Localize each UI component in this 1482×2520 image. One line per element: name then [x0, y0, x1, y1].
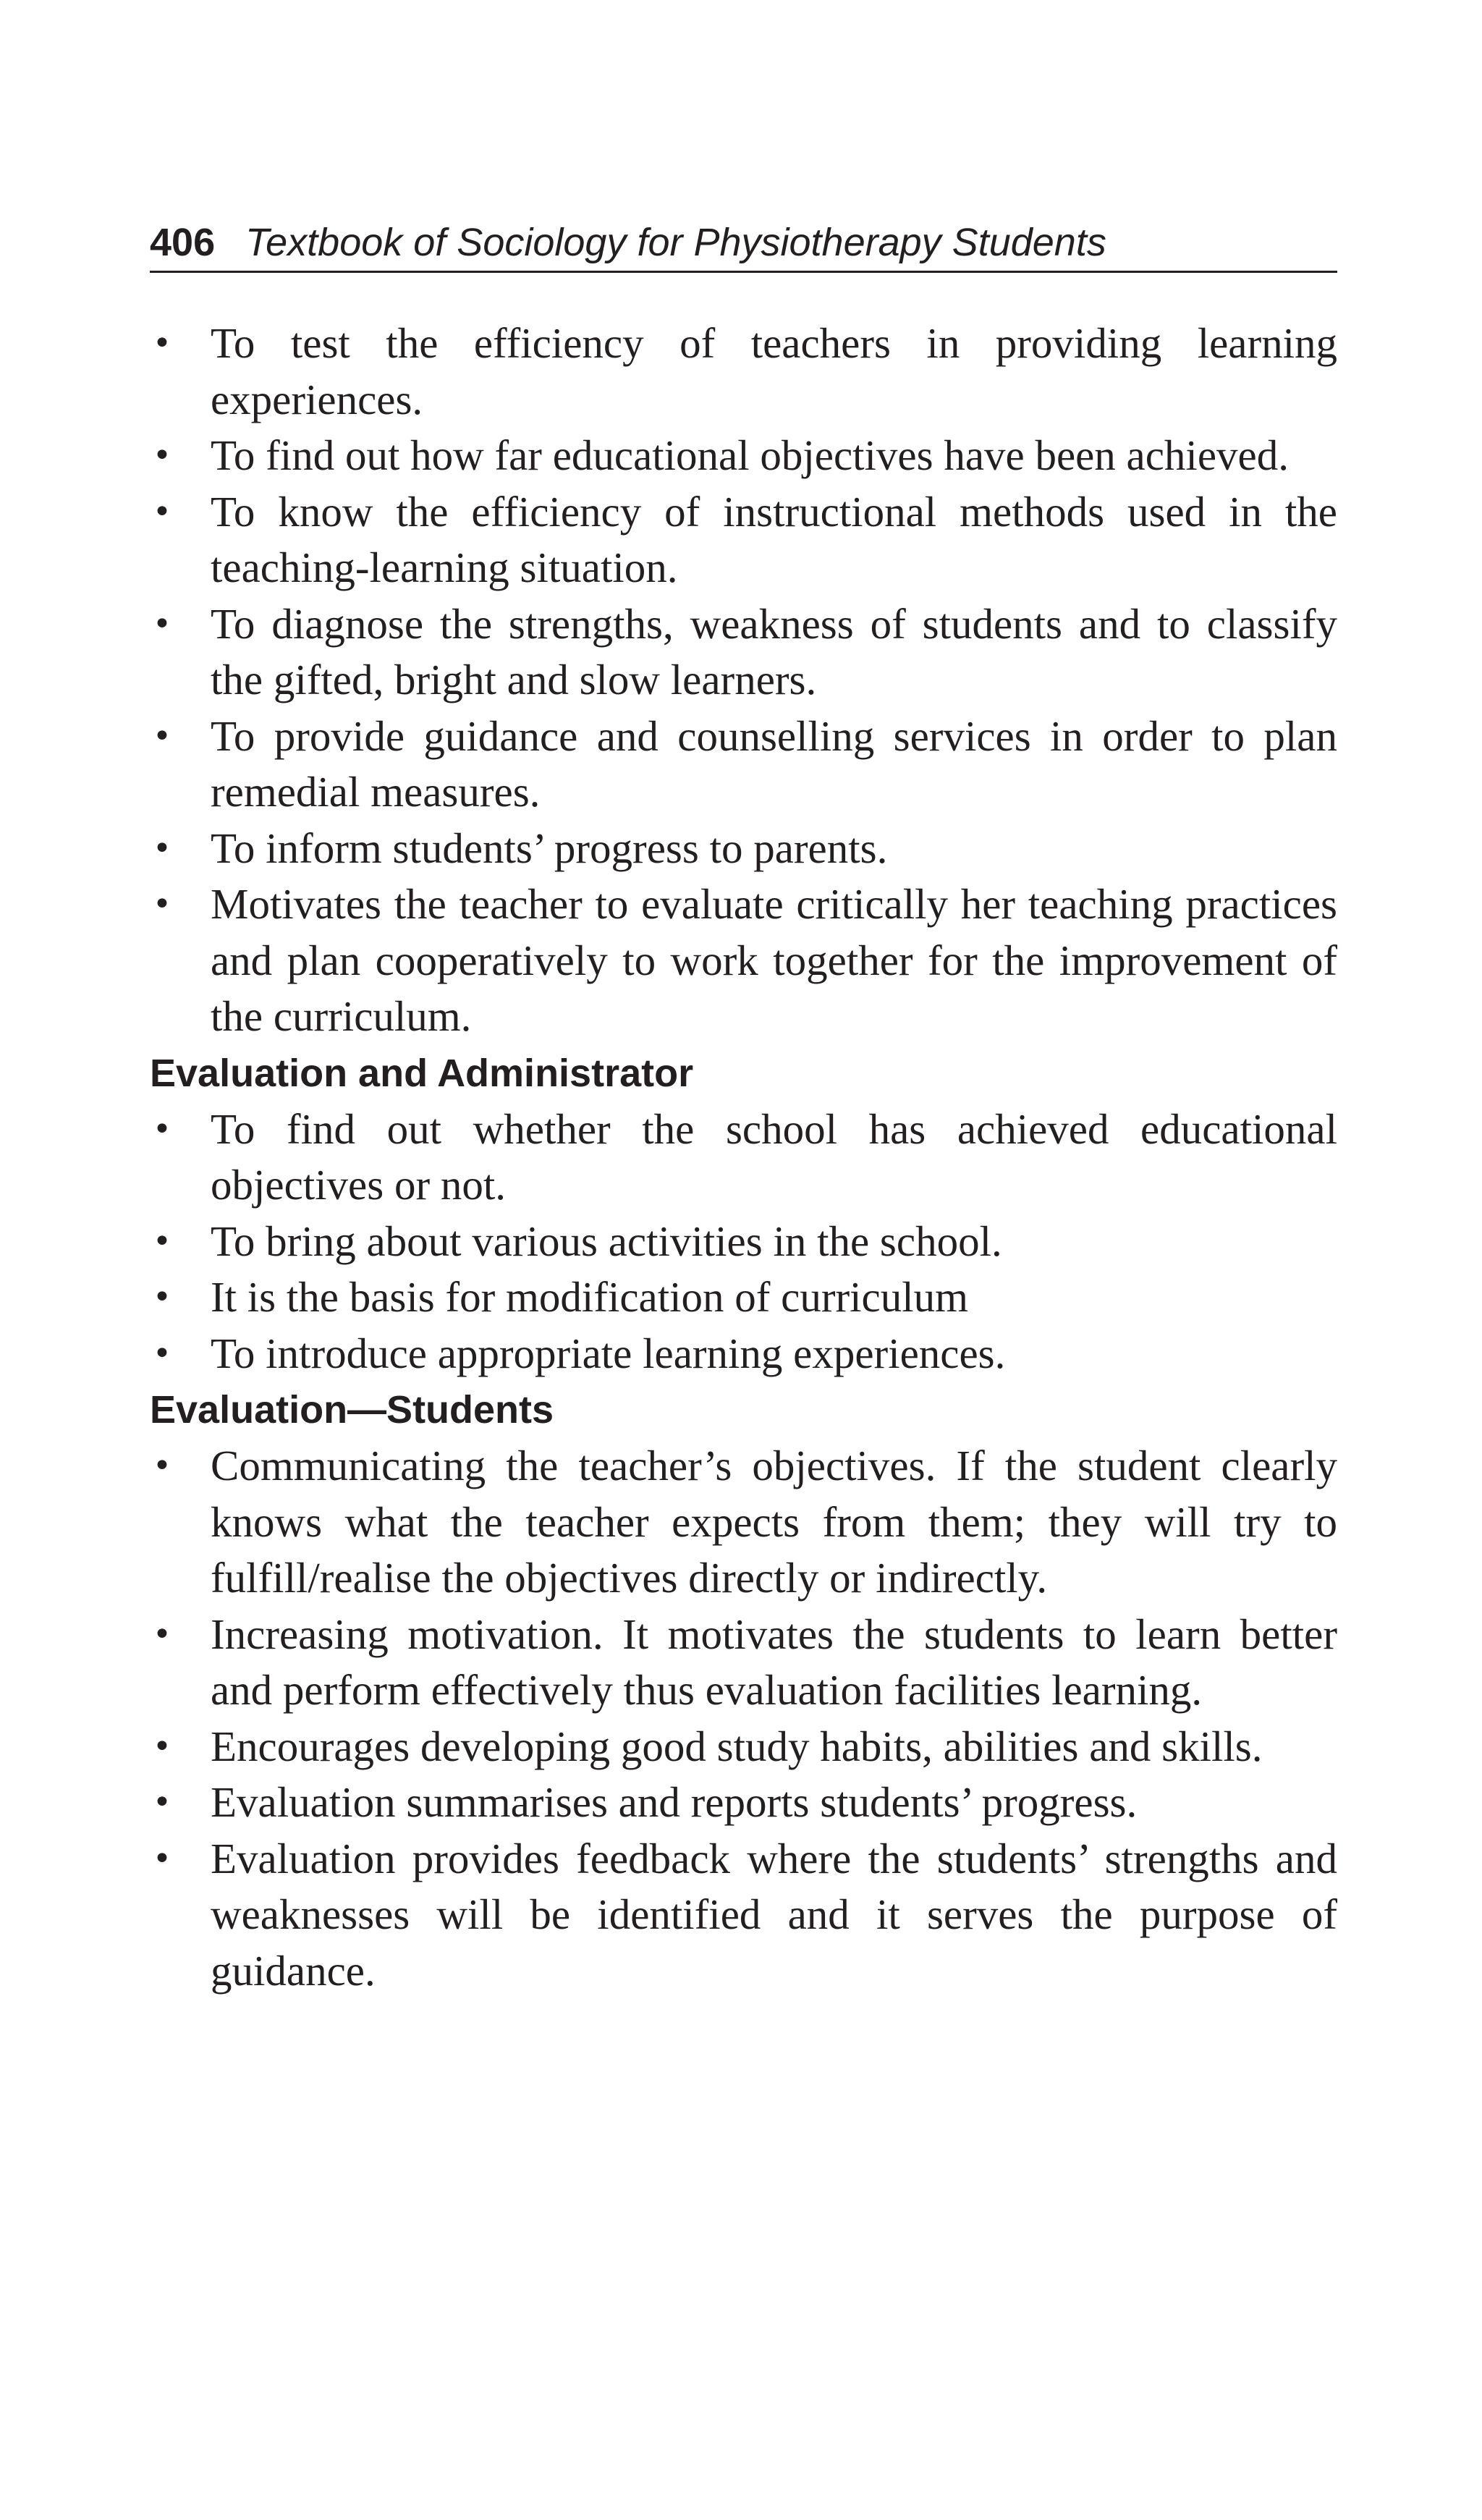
list-item: [150, 1102, 1337, 1214]
bullet-icon: •: [153, 1279, 172, 1316]
page-number: 406: [150, 221, 216, 264]
list-item-text: To introduce appropriate learning experiences.: [211, 1329, 1006, 1377]
section-heading-students: Evaluation—Students: [150, 1388, 554, 1432]
list-item: [150, 1269, 1337, 1326]
list-item: [150, 1607, 1337, 1719]
list-item-text: To diagnose the strengths, weakness of students and to classify the gifted, bright and slow learners.: [211, 599, 1337, 703]
section-heading-administrator: Evaluation and Administrator: [150, 1051, 694, 1095]
bullet-icon: •: [153, 886, 172, 923]
bullet-icon: •: [153, 493, 172, 530]
page-body: [150, 316, 1337, 1999]
list-item: [150, 596, 1337, 709]
list-item-text: Motivates the teacher to evaluate critically her teaching practices and plan cooperatively to work together for the improvement of the curriculum.: [211, 880, 1337, 1040]
teacher-objectives-list: [150, 316, 1337, 1045]
bullet-icon: •: [153, 1110, 172, 1148]
bullet-icon: •: [153, 1222, 172, 1260]
bullet-icon: •: [153, 437, 172, 474]
book-title: Textbook of Sociology for Physiotherapy Students: [245, 221, 1106, 264]
list-item: [150, 876, 1337, 1045]
list-item-text: To provide guidance and counselling services in order to plan remedial measures.: [211, 711, 1337, 816]
list-item-text: To find out whether the school has achieved educational objectives or not.: [211, 1104, 1337, 1209]
list-item: [150, 709, 1337, 821]
list-item-text: It is the basis for modification of curriculum: [211, 1273, 968, 1321]
list-item: [150, 1438, 1337, 1607]
administrator-list: [150, 1102, 1337, 1382]
list-item-text: Communicating the teacher’s objectives. If the student clearly knows what the teacher expects from them; they will try to fulfill/realise the objectives directly or indirectly.: [211, 1442, 1337, 1602]
running-header: [150, 214, 1337, 273]
list-item-text: To inform students’ progress to parents.: [211, 824, 888, 872]
bullet-icon: •: [153, 717, 172, 755]
list-item: [150, 316, 1337, 428]
list-item: [150, 821, 1337, 877]
bullet-icon: •: [153, 1784, 172, 1821]
list-item: [150, 1214, 1337, 1270]
bullet-icon: •: [153, 1447, 172, 1484]
list-item-text: To test the efficiency of teachers in providing learning experiences.: [211, 319, 1337, 423]
list-item-text: To find out how far educational objectives have been achieved.: [211, 431, 1289, 479]
bullet-icon: •: [153, 1335, 172, 1372]
bullet-icon: •: [153, 829, 172, 867]
list-item-text: Encourages developing good study habits, abilities and skills.: [211, 1722, 1263, 1770]
bullet-icon: •: [153, 1840, 172, 1877]
list-item: [150, 1775, 1337, 1831]
list-item-text: To bring about various activities in the school.: [211, 1217, 1002, 1265]
list-item-text: To know the efficiency of instructional methods used in the teaching-learning situation.: [211, 487, 1337, 591]
list-item: [150, 1719, 1337, 1775]
bullet-icon: •: [153, 605, 172, 643]
bullet-icon: •: [153, 1615, 172, 1653]
list-item-text: Evaluation provides feedback where the students’ strengths and weaknesses will be identified and it serves the purpose of guidance.: [211, 1834, 1337, 1995]
list-item-text: Evaluation summarises and reports students’ progress.: [211, 1778, 1138, 1826]
bullet-icon: •: [153, 325, 172, 362]
list-item: [150, 428, 1337, 484]
list-item: [150, 484, 1337, 596]
list-item: [150, 1831, 1337, 2000]
list-item-text: Increasing motivation. It motivates the students to learn better and perform effectively thus evaluation facilities learning.: [211, 1610, 1337, 1714]
students-list: [150, 1438, 1337, 1999]
bullet-icon: •: [153, 1728, 172, 1765]
list-item: [150, 1326, 1337, 1382]
